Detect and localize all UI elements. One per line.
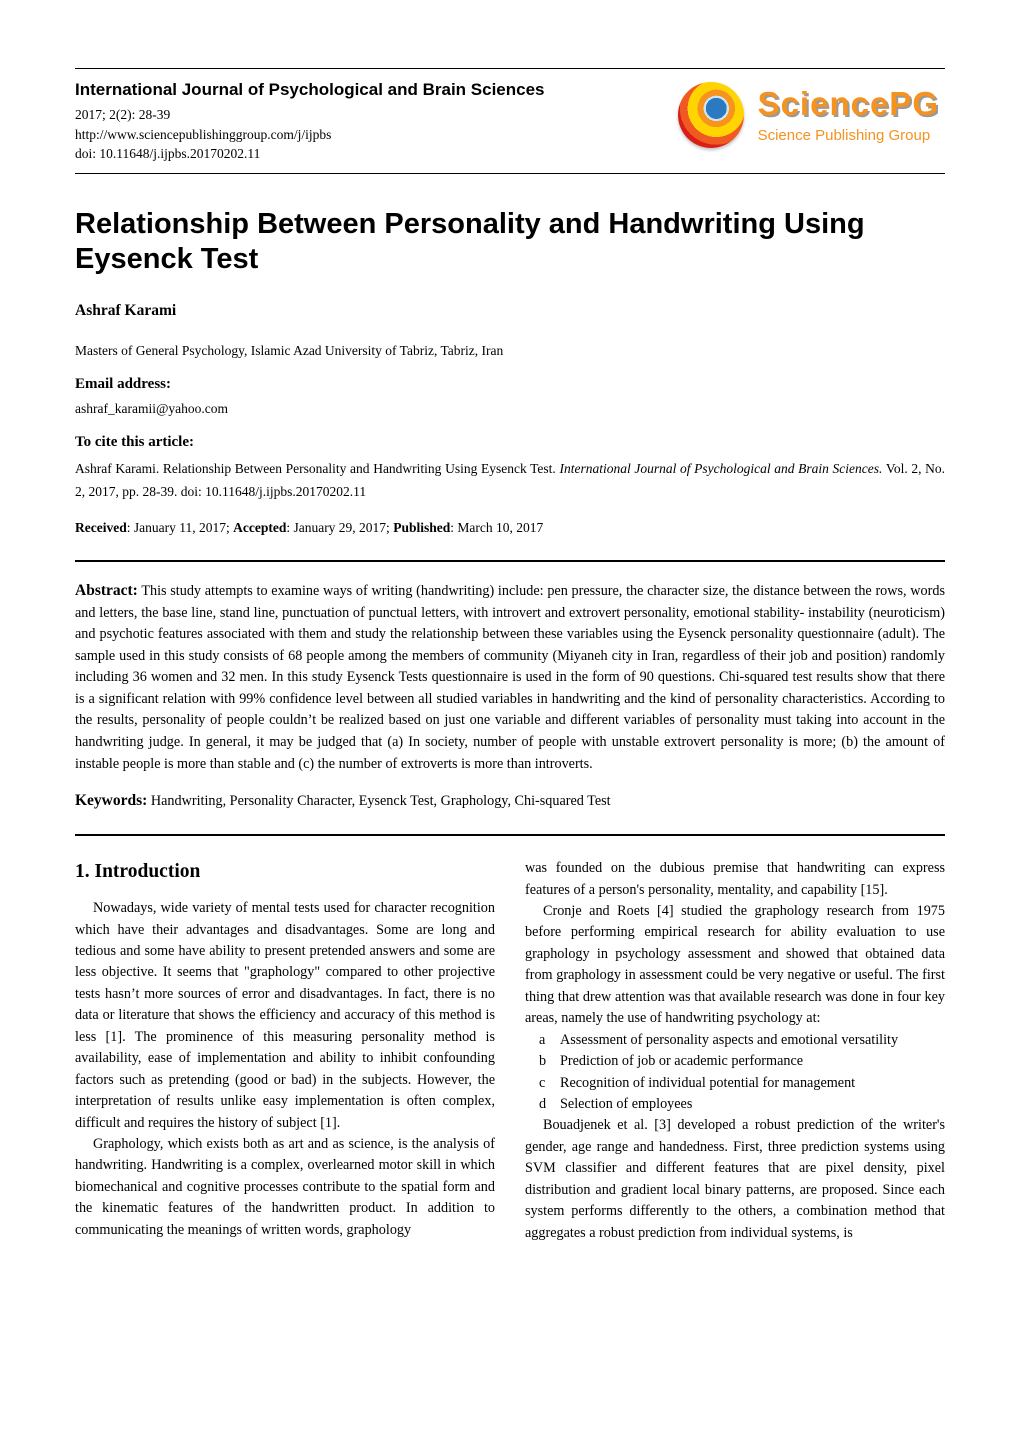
intro-paragraph-3: was founded on the dubious premise that handwriting can express features of a person's personality, mentality, and capability [15]. (525, 860, 945, 898)
keywords-label: Keywords: (75, 792, 148, 810)
list-item (539, 1073, 945, 1094)
published-value: : March 10, 2017 (450, 519, 544, 535)
accepted-label: Accepted (233, 519, 287, 535)
citation-text (75, 458, 945, 503)
abstract-text: This study attempts to examine ways of writing (handwriting) include: pen pressure, the character size, the distance between the rows, words and letters, the base line, stand line, punctuation of punctual letters, with introvert and extrovert personality, emotional stability- instability (neuroticism) and psychotic features associated with them and study the relationship between these variables using the Eysenck personality questionnaire (adult). The sample used in this study consists of 68 people among the members of community (Miyaneh city in Iran, regardless of their job and position) randomly including 36 women and 32 men. In this study Eysenck Tests questionnaire is used in the form of 90 questions. Chi-squared test results show that there is a significant relation with 99% confidence level between all studied variables in handwriting and the kind of personality characteristics. According to the results, personality of people couldn’t be realized based on just one variable and different variables of personality must taking into account in the handwriting judge. In general, it may be judged that (a) In society, number of people with unstable extrovert personality is more; (b) the amount of instable people is more than stable and (c) the number of extroverts is more than introverts. (75, 582, 945, 772)
key-areas-list (539, 1030, 945, 1116)
abstract-label: Abstract: (75, 581, 138, 599)
list-item (539, 1030, 945, 1051)
list-item-text: Selection of employees (560, 1095, 693, 1112)
journal-header (75, 69, 945, 173)
accepted-value: : January 29, 2017; (286, 519, 394, 535)
keywords-text: Handwriting, Personality Character, Eysenck Test, Graphology, Chi-squared Test (150, 793, 611, 810)
cite-label: To cite this article: (75, 434, 194, 451)
header-rule (75, 173, 945, 174)
list-item-text: Assessment of personality aspects and emotional versatility (560, 1031, 899, 1048)
published-label: Published (393, 519, 451, 535)
intro-paragraph-4: Cronje and Roets [4] studied the graphology research from 1975 before performing empirical research for ability evaluation to use graphology in psychology assessment and showed that obtained data from graphology in assessment could be very negative or useful. The first thing that drew attention was that available research was done in four key areas, namely the use of handwriting psychology at: (525, 903, 945, 1027)
intro-paragraph-2: Graphology, which exists both as art and as science, is the analysis of handwriting. Handwriting is a complex, overlearned motor skill in which biomechanical and cognitive processes contribute to the spatial form and the kinematic features of the handwritten product. In addition to communicating the meanings of written words, graphology (75, 1135, 495, 1238)
list-item-text: Prediction of job or academic performance (560, 1053, 804, 1070)
abstract-top-rule (75, 560, 945, 562)
author-affiliation: Masters of General Psychology, Islamic Azad University of Tabriz, Tabriz, Iran (75, 343, 504, 359)
list-marker: d (539, 1095, 547, 1112)
logo-subtext: Science Publishing Group (757, 126, 931, 144)
intro-paragraph-5: Bouadjenek et al. [3] developed a robust prediction of the writer's gender, age range and handedness. First, three prediction systems using SVM classifier and different features that are pixel density, pixel distribution and gradient local binary patterns, are proposed. Since each system performs differently to the others, a combination method that aggregates a robust prediction from individual systems, is (525, 1117, 945, 1241)
body-columns (75, 858, 945, 1244)
intro-paragraph-1: Nowadays, wide variety of mental tests used for character recognition which have their advantages and disadvantages. Some are long and tedious and some have ability to present pretended answers and some are less objective. It seems that "graphology" compared to other projective tests hasn’t more sources of error and disadvantages. In fact, there is no data or literature that shows the efficiency and accuracy of this method is less [1]. The prominence of this measuring personality method is availability, ease of implementation and ability to inhibit confounding factors such as pretending (good or bad) in the subjects. However, the interpretation of results unlike easy implementation is often complex, difficult and requires the history of subject [1]. (75, 900, 495, 1131)
journal-name: International Journal of Psychological and Brain Sciences (75, 80, 545, 99)
journal-url: http://www.sciencepublishinggroup.com/j/ijpbs (75, 126, 332, 142)
journal-doi: doi: 10.11648/j.ijpbs.20170202.11 (75, 146, 261, 162)
author-name: Ashraf Karami (75, 302, 177, 320)
logo-wordmark: SciencePG (757, 84, 939, 122)
dates-line (75, 520, 945, 536)
body-top-rule (75, 834, 945, 836)
right-column (525, 858, 945, 1244)
list-item-text: Recognition of individual potential for management (560, 1074, 856, 1091)
received-label: Received (75, 519, 127, 535)
received-value: : January 11, 2017; (126, 519, 234, 535)
abstract-paragraph (75, 579, 945, 775)
list-marker: a (539, 1031, 546, 1048)
section-heading-introduction: 1. Introduction (75, 861, 201, 883)
sciencepg-globe-icon (678, 82, 744, 148)
email-label: Email address: (75, 376, 171, 393)
citation-journal-part: International Journal of Psychological and Brain Sciences. (559, 461, 883, 477)
list-item (539, 1094, 945, 1115)
email-value: ashraf_karamii@yahoo.com (75, 401, 229, 417)
left-column (75, 858, 495, 1244)
article-title: Relationship Between Personality and Handwriting Using Eysenck Test (75, 207, 865, 276)
logo-text-block (757, 84, 939, 144)
keywords-line (75, 792, 945, 810)
citation-volume-part: Vol. 2, No. 2, 2017, pp. 28-39. doi: 10.11648/j.ijpbs.20170202.11 (75, 461, 946, 499)
journal-info (75, 80, 545, 164)
sciencepg-logo (678, 82, 945, 148)
list-item (539, 1051, 945, 1072)
journal-issue: 2017; 2(2): 28-39 (75, 107, 171, 122)
list-marker: b (539, 1053, 547, 1070)
list-marker: c (539, 1074, 546, 1091)
citation-author-part: Ashraf Karami. Relationship Between Personality and Handwriting Using Eysenck Test. (75, 461, 560, 477)
